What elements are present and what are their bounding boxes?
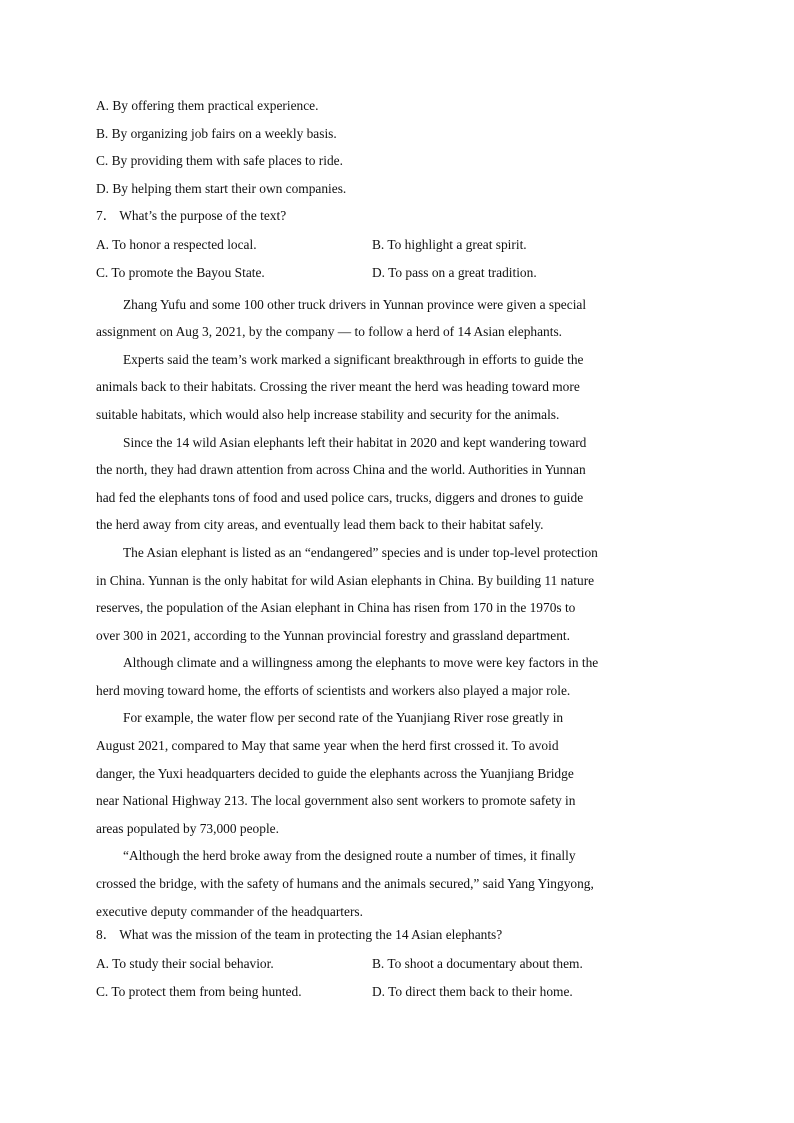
passage-line: near National Highway 213. The local government also sent workers to promote safety in: [96, 793, 576, 809]
q8-option-a: A. To study their social behavior.: [96, 956, 274, 972]
q8-stem: 8． What was the mission of the team in protecting the 14 Asian elephants?: [96, 927, 503, 943]
q8-option-c: C. To protect them from being hunted.: [96, 983, 302, 999]
q8-option-row: [96, 954, 696, 982]
passage-line: areas populated by 73,000 people.: [96, 820, 279, 836]
passage-line: suitable habitats, which would also help increase stability and security for the animals.: [96, 406, 560, 422]
passage-line: Zhang Yufu and some 100 other truck drivers in Yunnan province were given a special: [123, 296, 587, 312]
passage-line: the north, they had drawn attention from across China and the world. Authorities in Yunnan: [96, 462, 586, 478]
q7-option-row: [96, 263, 696, 291]
passage-paragraph-7: [96, 842, 696, 925]
q7-option-b: B. To highlight a great spirit.: [372, 237, 527, 253]
passage-line: danger, the Yuxi headquarters decided to guide the elephants across the Yuanjiang Bridge: [96, 765, 574, 781]
passage-line: the herd away from city areas, and eventually lead them back to their habitat safely.: [96, 517, 544, 533]
q7-option-d: D. To pass on a great tradition.: [372, 264, 537, 280]
passage-paragraph-4: [96, 539, 696, 649]
q6-options: [96, 96, 696, 206]
passage-paragraph-5: [96, 649, 696, 704]
q8-option-d: D. To direct them back to their home.: [372, 983, 573, 999]
passage-line: animals back to their habitats. Crossing the river meant the herd was heading toward more: [96, 379, 580, 395]
passage-paragraph-3: [96, 429, 696, 539]
q7-option-row: [96, 235, 696, 263]
passage-line: For example, the water flow per second rate of the Yuanjiang River rose greatly in: [123, 710, 564, 726]
question-7: [96, 206, 696, 290]
q8-option-row: [96, 982, 696, 1010]
exam-page: [96, 96, 696, 1009]
passage-line: Since the 14 wild Asian elephants left their habitat in 2020 and kept wandering toward: [123, 434, 587, 450]
passage-line: over 300 in 2021, according to the Yunnan provincial forestry and grassland department.: [96, 627, 570, 643]
passage-line: in China. Yunnan is the only habitat for wild Asian elephants in China. By building 11 nature: [96, 572, 595, 588]
q6-option-d: D. By helping them start their own companies.: [96, 180, 347, 196]
passage-line: The Asian elephant is listed as an “endangered” species and is under top-level protection: [123, 544, 598, 560]
passage-line: reserves, the population of the Asian elephant in China has risen from 170 in the 1970s to: [96, 600, 576, 616]
passage-line: assignment on Aug 3, 2021, by the company — to follow a herd of 14 Asian elephants.: [96, 324, 562, 340]
q6-option-c: C. By providing them with safe places to ride.: [96, 153, 343, 169]
question-8: [96, 925, 696, 1009]
q6-option-a: A. By offering them practical experience.: [96, 98, 319, 113]
passage-line: August 2021, compared to May that same year when the herd first crossed it. To avoid: [96, 738, 559, 754]
q6-option-b: B. By organizing job fairs on a weekly basis.: [96, 125, 337, 141]
passage-line: “Although the herd broke away from the designed route a number of times, it finally: [123, 848, 576, 864]
q7-option-a: A. To honor a respected local.: [96, 237, 257, 253]
passage-line: herd moving toward home, the efforts of scientists and workers also played a major role.: [96, 682, 571, 698]
passage-line: crossed the bridge, with the safety of humans and the animals secured,” said Yang Yingyong,: [96, 876, 594, 892]
passage-line: executive deputy commander of the headquarters.: [96, 903, 363, 919]
passage-line: Experts said the team’s work marked a significant breakthrough in efforts to guide the: [123, 351, 584, 367]
passage-paragraph-2: [96, 346, 696, 429]
reading-passage: [96, 291, 696, 926]
q7-option-c: C. To promote the Bayou State.: [96, 264, 265, 280]
passage-paragraph-1: [96, 291, 696, 346]
passage-line: had fed the elephants tons of food and used police cars, trucks, diggers and drones to guide: [96, 489, 584, 505]
q8-option-b: B. To shoot a documentary about them.: [372, 956, 583, 972]
passage-line: Although climate and a willingness among the elephants to move were key factors in the: [123, 655, 599, 671]
passage-paragraph-6: [96, 704, 696, 842]
q7-stem: 7． What’s the purpose of the text?: [96, 208, 287, 224]
